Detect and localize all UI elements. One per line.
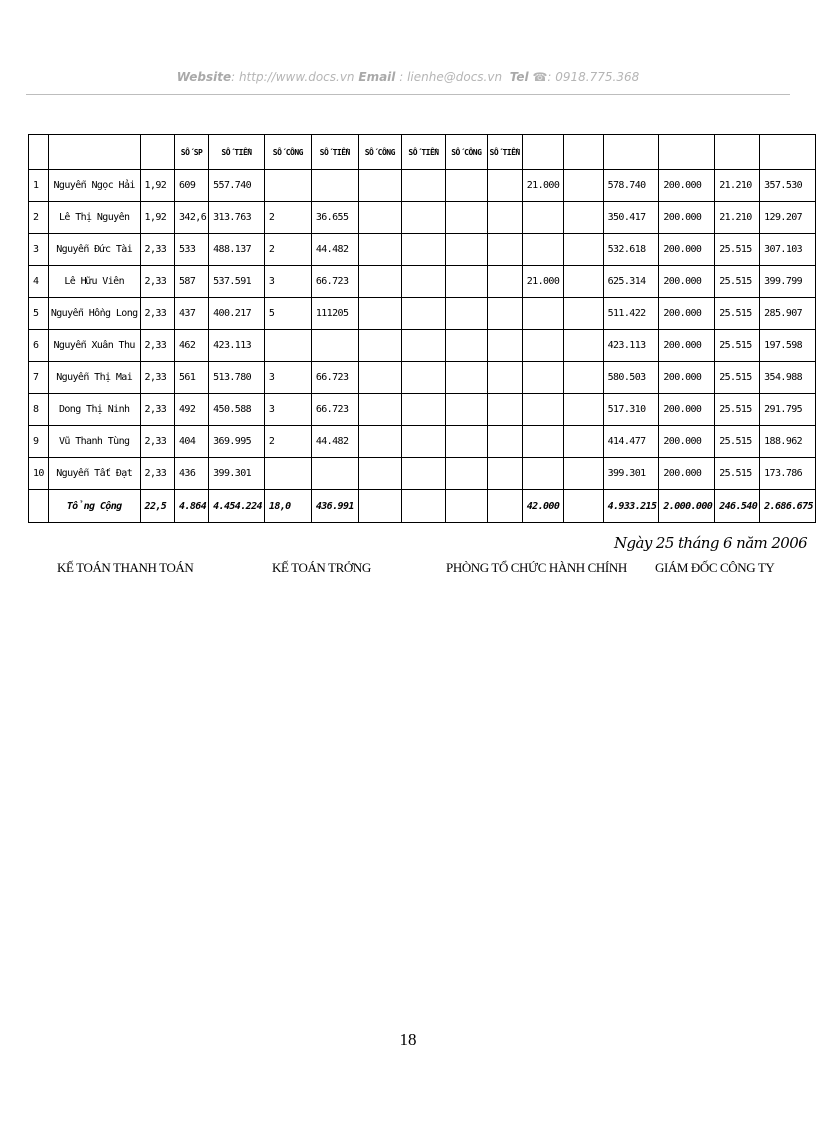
table-cell [487,330,522,362]
table-cell: 450.588 [209,394,265,426]
table-cell: Lê Thị Nguyên [48,202,140,234]
table-cell: 2 [264,202,311,234]
table-cell: 9 [29,426,49,458]
table-cell: 291.795 [760,394,816,426]
table-row [29,202,816,234]
table-cell: 4 [29,266,49,298]
table-cell [487,298,522,330]
table-cell: 8 [29,394,49,426]
table-cell: 436 [175,458,209,490]
table-cell: 2,33 [140,234,174,266]
signature-director: GIÁM ĐỐC CÔNG TY [655,560,775,575]
table-row [29,394,816,426]
table-cell [659,135,715,170]
table-cell: SỐ SP [175,135,209,170]
table-cell: 2,33 [140,362,174,394]
table-cell: 342,6 [175,202,209,234]
table-cell: 21.210 [715,202,760,234]
table-cell: 2 [264,234,311,266]
table-cell: 4.454.224 [209,490,265,523]
table-cell: 21.000 [522,266,563,298]
table-cell [522,426,563,458]
table-cell: 36.655 [311,202,358,234]
header-divider [26,94,790,95]
table-cell [311,170,358,202]
table-cell: SỐ CÔNG [446,135,487,170]
phone-icon: ☎ [532,70,548,84]
table-cell [401,298,445,330]
table-cell [264,330,311,362]
table-cell [29,490,49,523]
table-cell [522,202,563,234]
table-cell [487,490,522,523]
table-cell: SỐ CÔNG [264,135,311,170]
table-cell [522,362,563,394]
table-cell: 200.000 [659,266,715,298]
table-cell: 25.515 [715,298,760,330]
table-cell [487,170,522,202]
table-cell [29,135,49,170]
table-cell [563,490,603,523]
table-cell: 511.422 [603,298,659,330]
table-cell [48,135,140,170]
table-cell: 399.301 [603,458,659,490]
table-cell [522,330,563,362]
table-cell: 10 [29,458,49,490]
table-cell: 25.515 [715,394,760,426]
table-cell [358,202,401,234]
table-cell: 66.723 [311,394,358,426]
table-cell: 44.482 [311,234,358,266]
table-cell: 25.515 [715,458,760,490]
table-cell [715,135,760,170]
table-total-row [29,490,816,523]
table-cell: 462 [175,330,209,362]
table-cell [311,330,358,362]
table-cell [446,266,487,298]
table-cell: 25.515 [715,426,760,458]
table-cell: 21.000 [522,170,563,202]
table-cell [446,362,487,394]
table-cell [446,298,487,330]
table-cell [446,234,487,266]
table-cell [401,426,445,458]
table-cell: Dong Thị Ninh [48,394,140,426]
table-cell: Nguyễn Ngọc Hải [48,170,140,202]
table-cell: 200.000 [659,362,715,394]
table-cell [487,458,522,490]
table-row [29,426,816,458]
table-row [29,298,816,330]
table-cell [563,330,603,362]
table-cell: 200.000 [659,394,715,426]
table-cell: SỐ CÔNG [358,135,401,170]
table-cell [401,170,445,202]
table-cell [401,394,445,426]
email-label: Email [358,70,396,84]
table-cell: 1,92 [140,202,174,234]
table-cell [264,170,311,202]
table-cell: 578.740 [603,170,659,202]
table-cell [563,170,603,202]
table-cell [522,234,563,266]
page-header [0,70,816,84]
table-cell [401,458,445,490]
table-cell: 423.113 [209,330,265,362]
table-cell [446,426,487,458]
table-cell: 25.515 [715,362,760,394]
table-cell: 5 [29,298,49,330]
table-cell [401,330,445,362]
table-cell: Nguyễn Thị Mai [48,362,140,394]
table-cell [358,394,401,426]
table-cell: 2 [264,426,311,458]
table-cell [446,330,487,362]
table-cell [563,426,603,458]
table-cell [401,362,445,394]
table-cell: Lê Hữu Viên [48,266,140,298]
table-cell [140,135,174,170]
table-cell: 200.000 [659,426,715,458]
table-cell: 557.740 [209,170,265,202]
table-cell: 285.907 [760,298,816,330]
table-cell: 6 [29,330,49,362]
table-cell: 66.723 [311,362,358,394]
table-cell: 492 [175,394,209,426]
table-cell: 437 [175,298,209,330]
table-cell: 625.314 [603,266,659,298]
table-row [29,330,816,362]
table-cell [563,266,603,298]
table-cell: 2.686.675 [760,490,816,523]
table-cell [446,394,487,426]
table-cell: 22,5 [140,490,174,523]
table-cell: 436.991 [311,490,358,523]
table-cell: 488.137 [209,234,265,266]
table-cell [487,234,522,266]
table-cell: Nguyễn Đức Tài [48,234,140,266]
table-cell [264,458,311,490]
table-cell: 197.598 [760,330,816,362]
table-cell: 200.000 [659,202,715,234]
table-cell: 188.962 [760,426,816,458]
table-cell [401,490,445,523]
table-cell: SỐ TIỀN [209,135,265,170]
table-cell: 532.618 [603,234,659,266]
table-cell [358,458,401,490]
table-cell [563,298,603,330]
table-cell: 2,33 [140,426,174,458]
signature-admin-department: PHÒNG TỔ CHỨC HÀNH CHÍNH [446,560,627,575]
table-cell: 399.301 [209,458,265,490]
table-cell: 313.763 [209,202,265,234]
table-cell: 357.530 [760,170,816,202]
table-cell [522,135,563,170]
table-cell: 246.540 [715,490,760,523]
table-cell: 2.000.000 [659,490,715,523]
table-cell: 25.515 [715,234,760,266]
table-cell: 587 [175,266,209,298]
table-cell: SỐ TIỀN [311,135,358,170]
table-row [29,266,816,298]
table-cell: 42.000 [522,490,563,523]
table-row [29,362,816,394]
table-cell [401,266,445,298]
table-cell [487,394,522,426]
table-header-row [29,135,816,170]
table-cell [563,394,603,426]
table-cell: Vũ Thanh Tùng [48,426,140,458]
table-cell: 200.000 [659,298,715,330]
table-cell: 200.000 [659,330,715,362]
table-cell [563,234,603,266]
table-row [29,170,816,202]
table-cell: 21.210 [715,170,760,202]
table-cell: 7 [29,362,49,394]
email-value: : lienhe@docs.vn [399,70,503,84]
table-cell [446,170,487,202]
table-cell: 609 [175,170,209,202]
table-cell: 200.000 [659,234,715,266]
table-cell: Tổng Cộng [48,490,140,523]
table-cell: 533 [175,234,209,266]
table-cell: 3 [264,394,311,426]
table-cell: 423.113 [603,330,659,362]
table-cell [358,426,401,458]
table-cell [358,330,401,362]
table-cell: 1,92 [140,170,174,202]
table-cell: 44.482 [311,426,358,458]
table-cell [358,266,401,298]
table-cell [358,362,401,394]
table-cell: 517.310 [603,394,659,426]
table-cell: 414.477 [603,426,659,458]
table-cell [522,394,563,426]
table-cell [760,135,816,170]
table-cell: 3 [29,234,49,266]
table-cell [358,298,401,330]
table-cell [487,266,522,298]
table-cell: SỐ TIỀN [401,135,445,170]
page-number: 18 [399,1030,417,1049]
table-cell [563,362,603,394]
table-cell [401,234,445,266]
table-cell: 111205 [311,298,358,330]
table-cell: 4.864 [175,490,209,523]
table-cell: 354.988 [760,362,816,394]
table-cell [446,490,487,523]
table-cell [446,458,487,490]
table-cell: Nguyễn Tất Đạt [48,458,140,490]
table-cell: 400.217 [209,298,265,330]
table-cell [522,458,563,490]
signature-accountant-payment: KẾ TOÁN THANH TOÁN [57,560,194,575]
table-cell: 2,33 [140,298,174,330]
table-cell: 3 [264,266,311,298]
table-cell [358,234,401,266]
date-line: Ngày 25 tháng 6 năm 2006 [614,534,808,552]
table-cell [358,170,401,202]
table-cell: 200.000 [659,458,715,490]
table-cell: 2,33 [140,330,174,362]
table-cell: SỐ TIỀN [487,135,522,170]
website-label: Website [176,70,232,84]
table-cell: 2 [29,202,49,234]
table-cell: 580.503 [603,362,659,394]
table-cell [401,202,445,234]
table-cell: 2,33 [140,266,174,298]
table-cell: 66.723 [311,266,358,298]
table-cell: Nguyễn Hồng Long [48,298,140,330]
table-cell [311,458,358,490]
table-cell: 399.799 [760,266,816,298]
table-cell [563,202,603,234]
table-cell: 537.591 [209,266,265,298]
table-row [29,458,816,490]
table-cell: 3 [264,362,311,394]
table-cell: 307.103 [760,234,816,266]
table-cell: 350.417 [603,202,659,234]
table-cell: 25.515 [715,266,760,298]
table-cell [522,298,563,330]
table-cell: 2,33 [140,394,174,426]
tel-value: : 0918.775.368 [547,70,640,84]
table-cell: 25.515 [715,330,760,362]
table-cell [446,202,487,234]
table-cell: 369.995 [209,426,265,458]
table-cell: 1 [29,170,49,202]
table-cell [358,490,401,523]
table-cell: 2,33 [140,458,174,490]
table-cell: Nguyễn Xuân Thu [48,330,140,362]
table-cell [487,202,522,234]
table-cell [603,135,659,170]
table-cell: 200.000 [659,170,715,202]
table-cell [563,458,603,490]
table-cell: 513.780 [209,362,265,394]
table-cell: 18,0 [264,490,311,523]
table-cell: 173.786 [760,458,816,490]
table-row [29,234,816,266]
table-cell: 4.933.215 [603,490,659,523]
table-cell [563,135,603,170]
table-cell: 129.207 [760,202,816,234]
website-value: : http://www.docs.vn [231,70,355,84]
payroll-table [28,134,816,523]
table-cell: 5 [264,298,311,330]
table-cell [487,426,522,458]
table-cell: 561 [175,362,209,394]
tel-label: Tel [509,70,529,84]
signature-chief-accountant: KẾ TOÁN TRỞNG [272,560,371,575]
table-cell [487,362,522,394]
table-cell: 404 [175,426,209,458]
